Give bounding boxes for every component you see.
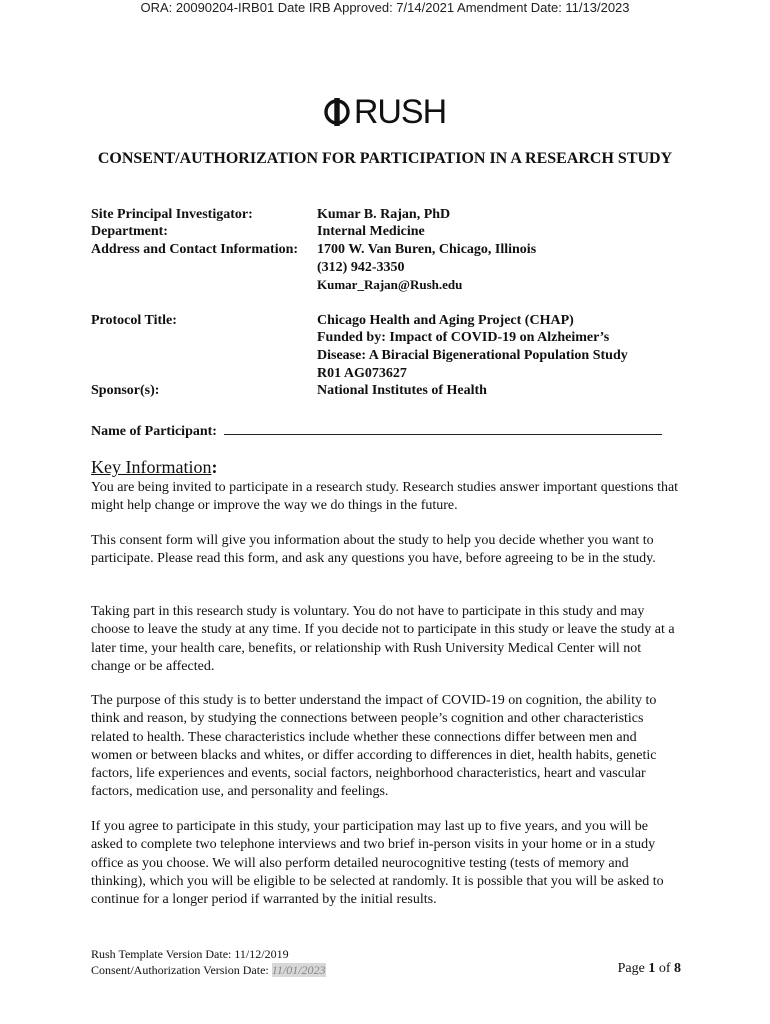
- protocol-line-3: Disease: A Biracial Bigenerational Population Study: [317, 348, 628, 363]
- key-info-paragraph-5: If you agree to participate in this study, your participation may last up to five years, and you will be asked to complete two telephone interviews and two brief in-person visits in your home or in a study office as you choose. We will also perform detailed neurocognitive testing (tests of memory and thinking), which you will be eligible to be selected at randomly. It is possible that you will be asked to continue for a longer period if warranted by the initial results.: [91, 819, 664, 908]
- protocol-line-2: Funded by: Impact of COVID-19 on Alzheimer’s: [317, 330, 610, 345]
- page-of: of: [655, 961, 674, 976]
- consent-version: [91, 962, 326, 978]
- key-info-paragraph-1: You are being invited to participate in a research study. Research studies answer important questions that might help change or improve the way we do things in the future.: [91, 480, 679, 514]
- key-information-colon: :: [211, 457, 218, 477]
- address-value: 1700 W. Van Buren, Chicago, Illinois: [317, 242, 537, 257]
- department-label: Department:: [91, 224, 168, 239]
- consent-version-label: Consent/Authorization Version Date:: [91, 963, 272, 977]
- key-info-paragraph-2: This consent form will give you information about the study to help you decide whether you want to participate. Please read this form, and ask any questions you have, before agreeing to be in the study.: [91, 533, 656, 567]
- protocol-line-4: R01 AG073627: [317, 366, 407, 381]
- department-value: Internal Medicine: [317, 224, 425, 239]
- email-value: Kumar_Rajan@Rush.edu: [317, 277, 463, 292]
- participant-name-row: [91, 420, 662, 440]
- rush-shield-icon: [324, 97, 350, 127]
- page-total: 8: [674, 961, 681, 976]
- rush-logo: [0, 92, 770, 132]
- irb-header: ORA: 20090204-IRB01 Date IRB Approved: 7/14/2021 Amendment Date: 11/13/2023: [140, 0, 630, 15]
- rush-wordmark: RUSH: [353, 93, 447, 131]
- protocol-label: Protocol Title:: [91, 313, 177, 328]
- pi-value: Kumar B. Rajan, PhD: [317, 207, 451, 222]
- pi-label: Site Principal Investigator:: [91, 207, 253, 222]
- sponsor-value: National Institutes of Health: [317, 383, 487, 398]
- protocol-line-1: Chicago Health and Aging Project (CHAP): [317, 313, 574, 328]
- key-information-heading: [91, 457, 217, 478]
- page-current: 1: [648, 961, 656, 976]
- participant-name-field[interactable]: [224, 420, 662, 435]
- participant-label: Name of Participant:: [91, 424, 217, 439]
- consent-version-date[interactable]: 11/01/2023: [271, 963, 326, 977]
- key-info-paragraph-4: The purpose of this study is to better understand the impact of COVID-19 on cognition, the ability to think and reason, by studying the connections between people’s cognition and other characteristics related to health. These characteristics include whether these connections differ between men and women or between blacks and whites, or differ according to differences in diet, health habits, genetic factors, life experiences and events, social factors, neighborhood characteristics, heart and vascular factors, medication use, and personality and feelings.: [91, 693, 657, 800]
- document-title: CONSENT/AUTHORIZATION FOR PARTICIPATION IN A RESEARCH STUDY: [97, 150, 673, 167]
- page-prefix: Page: [617, 961, 649, 976]
- phone-value: (312) 942-3350: [317, 260, 405, 275]
- sponsor-label: Sponsor(s):: [91, 383, 160, 398]
- key-info-paragraph-3: Taking part in this research study is voluntary. You do not have to participate in this study and may choose to leave the study at any time. If you decide not to participate in this study or leave the study at a later time, your health care, benefits, or relationship with Rush University Medical Center will not change or be affected.: [91, 604, 675, 674]
- key-information-title: Key Information: [91, 457, 212, 477]
- address-label: Address and Contact Information:: [91, 242, 299, 257]
- template-version: Rush Template Version Date: 11/12/2019: [91, 947, 289, 961]
- page-number: [618, 961, 681, 977]
